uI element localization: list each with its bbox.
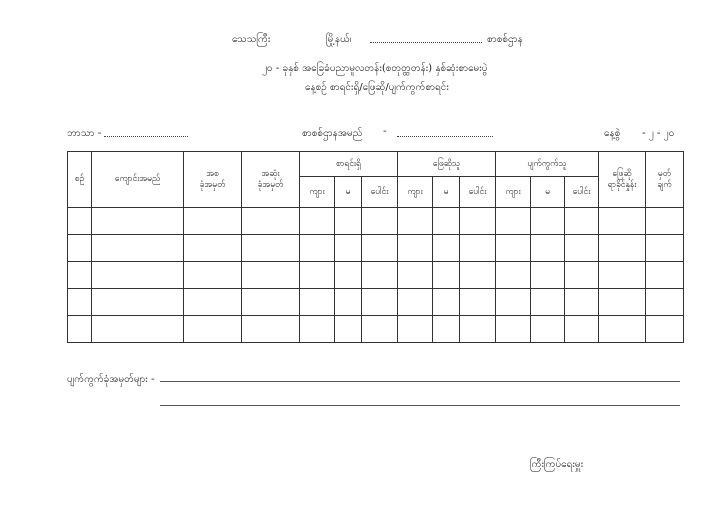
header-region-label: သေသကြီး <box>232 34 271 45</box>
table-cell <box>335 289 362 316</box>
table-cell <box>242 289 300 316</box>
table-row <box>68 262 684 289</box>
table-cell <box>335 208 362 235</box>
header-end-roll-line1: အဆုံး <box>261 168 280 179</box>
table-cell <box>362 262 398 289</box>
enrolled-female: မ <box>335 177 362 208</box>
table-cell <box>646 208 684 235</box>
table-cell <box>398 235 433 262</box>
township-blank-line <box>370 42 482 43</box>
table-cell <box>646 289 684 316</box>
date-label: နေ့စွဲ <box>604 128 621 139</box>
enrolled-male: ကျား <box>300 177 335 208</box>
table-cell <box>335 262 362 289</box>
table-row <box>68 208 684 235</box>
table-body <box>68 208 684 343</box>
table-cell <box>599 289 646 316</box>
table-cell <box>398 262 433 289</box>
table-cell <box>433 208 460 235</box>
sat-total: ပေါင်း <box>460 177 496 208</box>
header-start-roll-line2: ခုံအမှတ် <box>199 179 226 190</box>
sat-male: ကျား <box>398 177 433 208</box>
table-row <box>68 235 684 262</box>
table-cell <box>92 289 184 316</box>
table-cell <box>184 316 242 343</box>
exam-title: ၂၀ - ခုနှစ် အခြေခံပညာမူလတန်း(စတုတ္ထတန်း) နှစ်ဆုံးစာမေးပွဲ <box>262 63 488 74</box>
header-serial: စဥ် <box>68 152 92 208</box>
header-sat-percent-line2: ရာခိုင်နှုန်း <box>607 179 637 190</box>
absent-total: ပေါင်း <box>565 177 599 208</box>
enrolled-total: ပေါင်း <box>362 177 398 208</box>
table-cell <box>300 289 335 316</box>
header-start-roll-line1: အစ <box>206 168 219 179</box>
table-cell <box>242 235 300 262</box>
table-cell <box>300 235 335 262</box>
table-cell <box>398 289 433 316</box>
header-sat-percent-line1: ဖြေဆို <box>612 168 632 179</box>
table-cell <box>362 289 398 316</box>
table-cell <box>565 289 599 316</box>
table-cell <box>565 316 599 343</box>
header-start-roll <box>184 152 242 208</box>
absent-male: ကျား <box>496 177 531 208</box>
table-cell <box>184 289 242 316</box>
table-cell <box>362 235 398 262</box>
center-dash: - <box>383 126 387 137</box>
table-cell <box>398 316 433 343</box>
header-exam-center-label: စာစစ်ဌာန <box>487 34 523 45</box>
table-cell <box>92 235 184 262</box>
header-enrolled: စာရင်းရှိ <box>300 152 398 177</box>
table-cell <box>646 262 684 289</box>
supervisor-signature-label: ကြီးကြပ်ရေးမှူး <box>530 459 584 470</box>
table-cell <box>68 235 92 262</box>
table-cell <box>531 235 565 262</box>
header-end-roll <box>242 152 300 208</box>
table-cell <box>335 316 362 343</box>
table-cell <box>460 262 496 289</box>
table-cell <box>242 316 300 343</box>
table-cell <box>531 208 565 235</box>
table-cell <box>242 262 300 289</box>
table-cell <box>565 262 599 289</box>
center-name-label: စာစစ်ဌာနအမည် <box>302 128 363 139</box>
table-cell <box>531 262 565 289</box>
table-cell <box>565 208 599 235</box>
table-cell <box>92 262 184 289</box>
subject-blank-line <box>104 136 188 137</box>
table-cell <box>531 289 565 316</box>
table-cell <box>496 235 531 262</box>
header-remarks <box>646 152 684 208</box>
table-cell <box>496 262 531 289</box>
table-cell <box>68 208 92 235</box>
table-cell <box>362 208 398 235</box>
table-cell <box>460 289 496 316</box>
table-cell <box>531 316 565 343</box>
table-cell <box>599 316 646 343</box>
table-cell <box>433 316 460 343</box>
table-cell <box>433 235 460 262</box>
table-cell <box>362 316 398 343</box>
table-cell <box>460 235 496 262</box>
header-sat: ဖြေဆိုသူ <box>398 152 496 177</box>
table-cell <box>92 316 184 343</box>
table-cell <box>398 208 433 235</box>
table-cell <box>68 316 92 343</box>
table-cell <box>599 208 646 235</box>
table-row <box>68 289 684 316</box>
table-cell <box>496 208 531 235</box>
table-cell <box>68 262 92 289</box>
table-cell <box>496 289 531 316</box>
header-remarks-line2: ချက် <box>657 179 672 190</box>
table-cell <box>460 316 496 343</box>
header-remarks-line1: မှတ် <box>657 168 672 179</box>
table-cell <box>433 289 460 316</box>
table-cell <box>496 316 531 343</box>
header-end-roll-line2: ခုံအမှတ် <box>257 179 284 190</box>
absent-rolls-label: ပျက်ကွက်ခုံအမှတ်များ - <box>67 374 155 385</box>
header-absent: ပျက်ကွက်သူ <box>496 152 599 177</box>
table-cell <box>433 262 460 289</box>
date-value: - ၂ - ၂၀ <box>642 128 675 139</box>
table-cell <box>599 262 646 289</box>
table-row <box>68 316 684 343</box>
table-cell <box>300 262 335 289</box>
table-cell <box>184 262 242 289</box>
absent-rolls-line-2 <box>160 405 680 406</box>
table-cell <box>184 235 242 262</box>
table-cell <box>68 289 92 316</box>
absent-female: မ <box>531 177 565 208</box>
header-sat-percent <box>599 152 646 208</box>
form-subtitle: နေ့စဥ် စာရင်းရှိ/ဖြေဆို/ပျက်ကွက်စာရင်း <box>305 82 449 93</box>
table-cell <box>646 316 684 343</box>
table-cell <box>565 235 599 262</box>
absent-rolls-line-1 <box>160 381 680 382</box>
sat-female: မ <box>433 177 460 208</box>
table-cell <box>646 235 684 262</box>
attendance-table <box>67 151 684 343</box>
table-cell <box>335 235 362 262</box>
header-township-label: မြို့နယ်၊ <box>326 34 352 45</box>
table-cell <box>300 316 335 343</box>
header-school-name: ကျောင်းအမည် <box>92 152 184 208</box>
center-blank-line <box>397 136 493 137</box>
table-cell <box>300 208 335 235</box>
table-cell <box>242 208 300 235</box>
table-cell <box>184 208 242 235</box>
table-cell <box>460 208 496 235</box>
table-cell <box>92 208 184 235</box>
table-cell <box>599 235 646 262</box>
subject-label: ဘာသာ - <box>67 128 102 139</box>
